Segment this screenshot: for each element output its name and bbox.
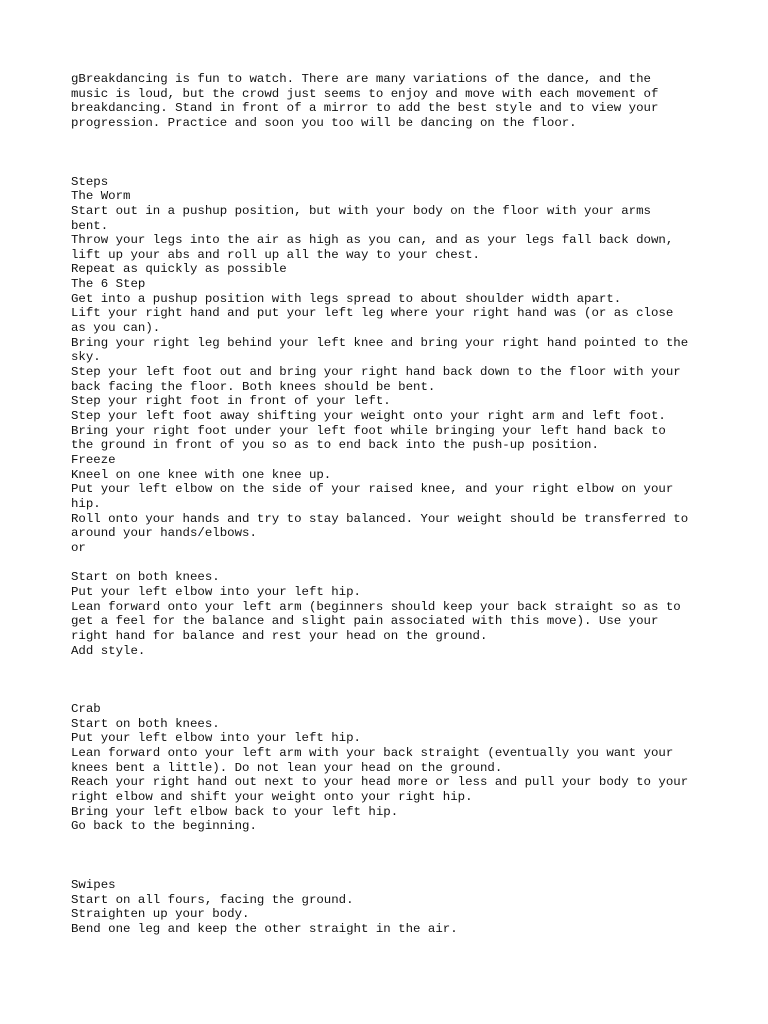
text-line: Start on both knees. (71, 570, 220, 585)
blank-line (71, 863, 711, 878)
text-line: Freeze (71, 453, 116, 468)
text-line: Swipes (71, 877, 116, 892)
blank-line (71, 556, 711, 571)
text-line: Kneel on one knee with one knee up. (71, 467, 332, 482)
text-line: Put your left elbow on the side of your raised knee, and your right elbow on your (71, 482, 674, 497)
blank-line (71, 687, 711, 702)
blank-line (71, 145, 711, 160)
text-line: music is loud, but the crowd just seems to enjoy and move with each movement of (71, 86, 659, 101)
text-line: Lean forward onto your left arm (beginners should keep your back straight so as to (71, 599, 681, 614)
text-line: The 6 Step (71, 277, 146, 292)
text-line: Put your left elbow into your left hip. (71, 584, 361, 599)
text-line: Repeat as quickly as possible (71, 262, 287, 277)
text-line: Put your left elbow into your left hip. (71, 731, 361, 746)
text-line: Bring your right leg behind your left knee and bring your right hand pointed to the (71, 335, 689, 350)
blank-line (71, 658, 711, 673)
text-line: gBreakdancing is fun to watch. There are many variations of the dance, and the (71, 72, 651, 86)
text-line: sky. (71, 350, 101, 365)
text-line: Add style. (71, 643, 146, 658)
text-line: or (71, 540, 86, 555)
text-line: Crab (71, 702, 101, 717)
text-line: Go back to the beginning. (71, 819, 257, 834)
text-line: Start on both knees. (71, 716, 220, 731)
blank-line (71, 849, 711, 864)
text-line: progression. Practice and soon you too will be dancing on the floor. (71, 115, 577, 130)
text-line: Roll onto your hands and try to stay balanced. Your weight should be transferred to (71, 511, 689, 526)
text-line: Get into a pushup position with legs spread to about shoulder width apart. (71, 291, 622, 306)
text-line: Start out in a pushup position, but with your body on the floor with your arms (71, 203, 651, 218)
text-line: Reach your right hand out next to your head more or less and pull your body to your (71, 775, 689, 790)
text-line: hip. (71, 496, 101, 511)
text-line: back facing the floor. Both knees should be bent. (71, 379, 436, 394)
text-line: right hand for balance and rest your head on the ground. (71, 628, 488, 643)
text-line: Step your left foot out and bring your right hand back down to the floor with your (71, 365, 681, 380)
text-line: Step your left foot away shifting your weight onto your right arm and left foot. (71, 409, 666, 424)
blank-line (71, 834, 711, 849)
text-line: Step your right foot in front of your left. (71, 394, 391, 409)
text-line: Steps (71, 174, 109, 189)
text-line: Bring your left elbow back to your left hip. (71, 804, 399, 819)
text-line: lift up your abs and roll up all the way to your chest. (71, 247, 480, 262)
text-line: Lift your right hand and put your left leg where your right hand was (or as close (71, 306, 674, 321)
text-line: the ground in front of you so as to end back into the push-up position. (71, 438, 599, 453)
text-line: The Worm (71, 189, 131, 204)
text-line: Straighten up your body. (71, 907, 250, 922)
document-page (71, 72, 711, 937)
text-line: as you can). (71, 321, 161, 336)
blank-line (71, 673, 711, 688)
blank-line (71, 160, 711, 175)
text-line: knees bent a little). Do not lean your head on the ground. (71, 760, 503, 775)
text-line: Lean forward onto your left arm with your back straight (eventually you want your (71, 746, 674, 761)
text-line: around your hands/elbows. (71, 526, 257, 541)
blank-line (71, 131, 711, 146)
text-line: right elbow and shift your weight onto your right hip. (71, 790, 473, 805)
text-line: Start on all fours, facing the ground. (71, 892, 354, 907)
text-line: get a feel for the balance and slight pain associated with this move). Use your (71, 614, 659, 629)
text-line: bent. (71, 218, 109, 233)
text-line: Throw your legs into the air as high as you can, and as your legs fall back down, (71, 233, 674, 248)
text-line: Bend one leg and keep the other straight in the air. (71, 921, 458, 936)
text-line: breakdancing. Stand in front of a mirror to add the best style and to view your (71, 101, 659, 116)
text-line: Bring your right foot under your left foot while bringing your left hand back to (71, 423, 666, 438)
